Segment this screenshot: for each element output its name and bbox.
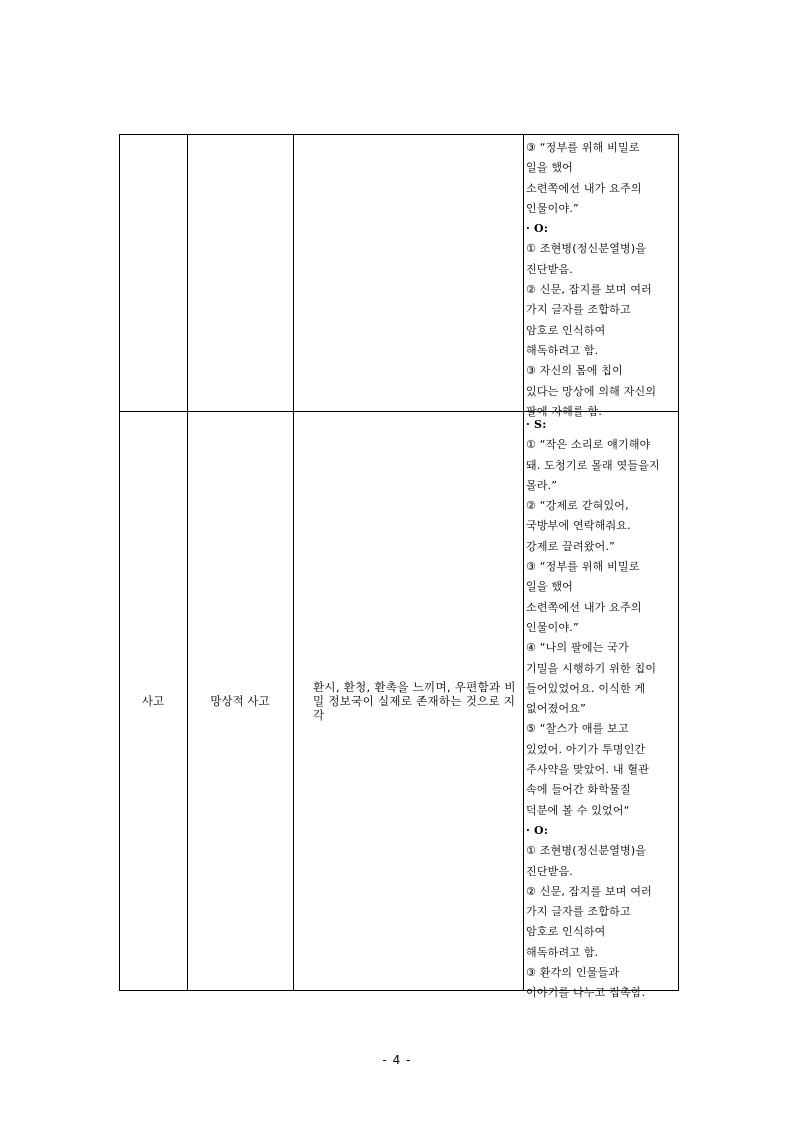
subcategory-cell <box>187 134 293 411</box>
evidence-line: ① 조현병(정신분열병)을 <box>526 844 647 858</box>
evidence-line: 가지 글자를 조합하고 <box>526 303 631 317</box>
table-row <box>119 134 679 418</box>
evidence-line: 진단받음. <box>526 262 574 276</box>
evidence-line: 주사약을 맞았어. 내 혈관 <box>526 763 650 777</box>
evidence-line: · S: <box>526 418 547 431</box>
evidence-line: ② 신문, 잡지를 보며 여러 <box>526 884 652 898</box>
evidence-line: 소련쪽에선 내가 요주의 <box>526 600 642 614</box>
evidence-line: ③ 자신의 몸에 칩이 <box>526 364 623 378</box>
evidence-line: 강제로 끌려왔어.” <box>526 539 616 553</box>
evidence-lines <box>523 134 679 422</box>
evidence-line: 이야기를 나누고 접촉함. <box>526 986 646 1000</box>
evidence-line: 소련쪽에선 내가 요주의 <box>526 181 642 195</box>
page-number: - 4 - <box>382 1053 412 1067</box>
evidence-line: 있었어. 아기가 투명인간 <box>526 742 646 756</box>
subcategory-cell <box>187 411 293 991</box>
evidence-line: ③ 환각의 인물들과 <box>526 966 620 980</box>
evidence-line: 돼. 도청기로 몰래 엿들을지 <box>526 458 660 472</box>
evidence-line: · O: <box>526 823 549 837</box>
evidence-line: · O: <box>526 222 549 236</box>
evidence-line: 국방부에 연락해줘요. <box>526 519 631 533</box>
evidence-line: 일을 했어 <box>526 580 574 594</box>
evidence-line: 암호로 인식하여 <box>526 323 606 337</box>
evidence-line: 가지 글자를 조합하고 <box>526 905 631 919</box>
evidence-line: ② 신문, 잡지를 보며 여러 <box>526 283 652 297</box>
evidence-line: 해독하려고 함. <box>526 945 599 959</box>
evidence-line: 덕분에 볼 수 있었어“ <box>526 803 630 817</box>
assessment-table <box>119 134 679 1000</box>
evidence-line: 없어졌어요” <box>526 702 587 716</box>
evidence-line: 있다는 망상에 의해 자신의 <box>526 384 657 398</box>
category-label: 사고 <box>141 694 165 708</box>
evidence-line: 해독하려고 함. <box>526 343 599 357</box>
subcategory-label: 망상적 사고 <box>210 694 270 708</box>
evidence-line: 일을 했어 <box>526 161 574 175</box>
evidence-line: 들어있었어요. 이식한 게 <box>526 681 646 695</box>
evidence-line: ② “강제로 갇혀있어, <box>526 499 629 513</box>
evidence-line: ① “작은 소리로 얘기해야 <box>526 438 651 452</box>
table-row <box>119 411 679 1000</box>
description-cell <box>293 411 523 991</box>
evidence-line: 팔에 자해를 함. <box>526 404 603 418</box>
evidence-line: 암호로 인식하여 <box>526 925 606 939</box>
evidence-line: 기밀을 시행하기 위한 칩이 <box>526 661 657 675</box>
evidence-cell <box>523 411 679 1000</box>
evidence-line: 몰라.” <box>526 478 558 492</box>
evidence-lines <box>523 411 679 1004</box>
evidence-line: 인물이야.” <box>526 201 579 215</box>
evidence-line: ④ “나의 팔에는 국가 <box>526 641 629 655</box>
category-cell <box>119 134 187 411</box>
description-text: 환시, 환청, 환촉을 느끼며, 우편함과 비밀 정보국이 실제로 존재하는 것으로 지각 <box>313 680 516 722</box>
evidence-line: ⑤ “찰스가 애를 보고 <box>526 722 629 736</box>
category-cell <box>119 411 187 991</box>
evidence-line: ① 조현병(정신분열병)을 <box>526 242 647 256</box>
evidence-line: ③ “정부를 위해 비밀로 <box>526 560 640 574</box>
evidence-cell <box>523 134 679 418</box>
evidence-line: 진단받음. <box>526 864 574 878</box>
evidence-line: 인물이야.” <box>526 620 579 634</box>
description-cell <box>293 134 523 411</box>
evidence-line: 속에 들어간 화학물질 <box>526 783 631 797</box>
evidence-line: ③ “정부를 위해 비밀로 <box>526 141 640 154</box>
